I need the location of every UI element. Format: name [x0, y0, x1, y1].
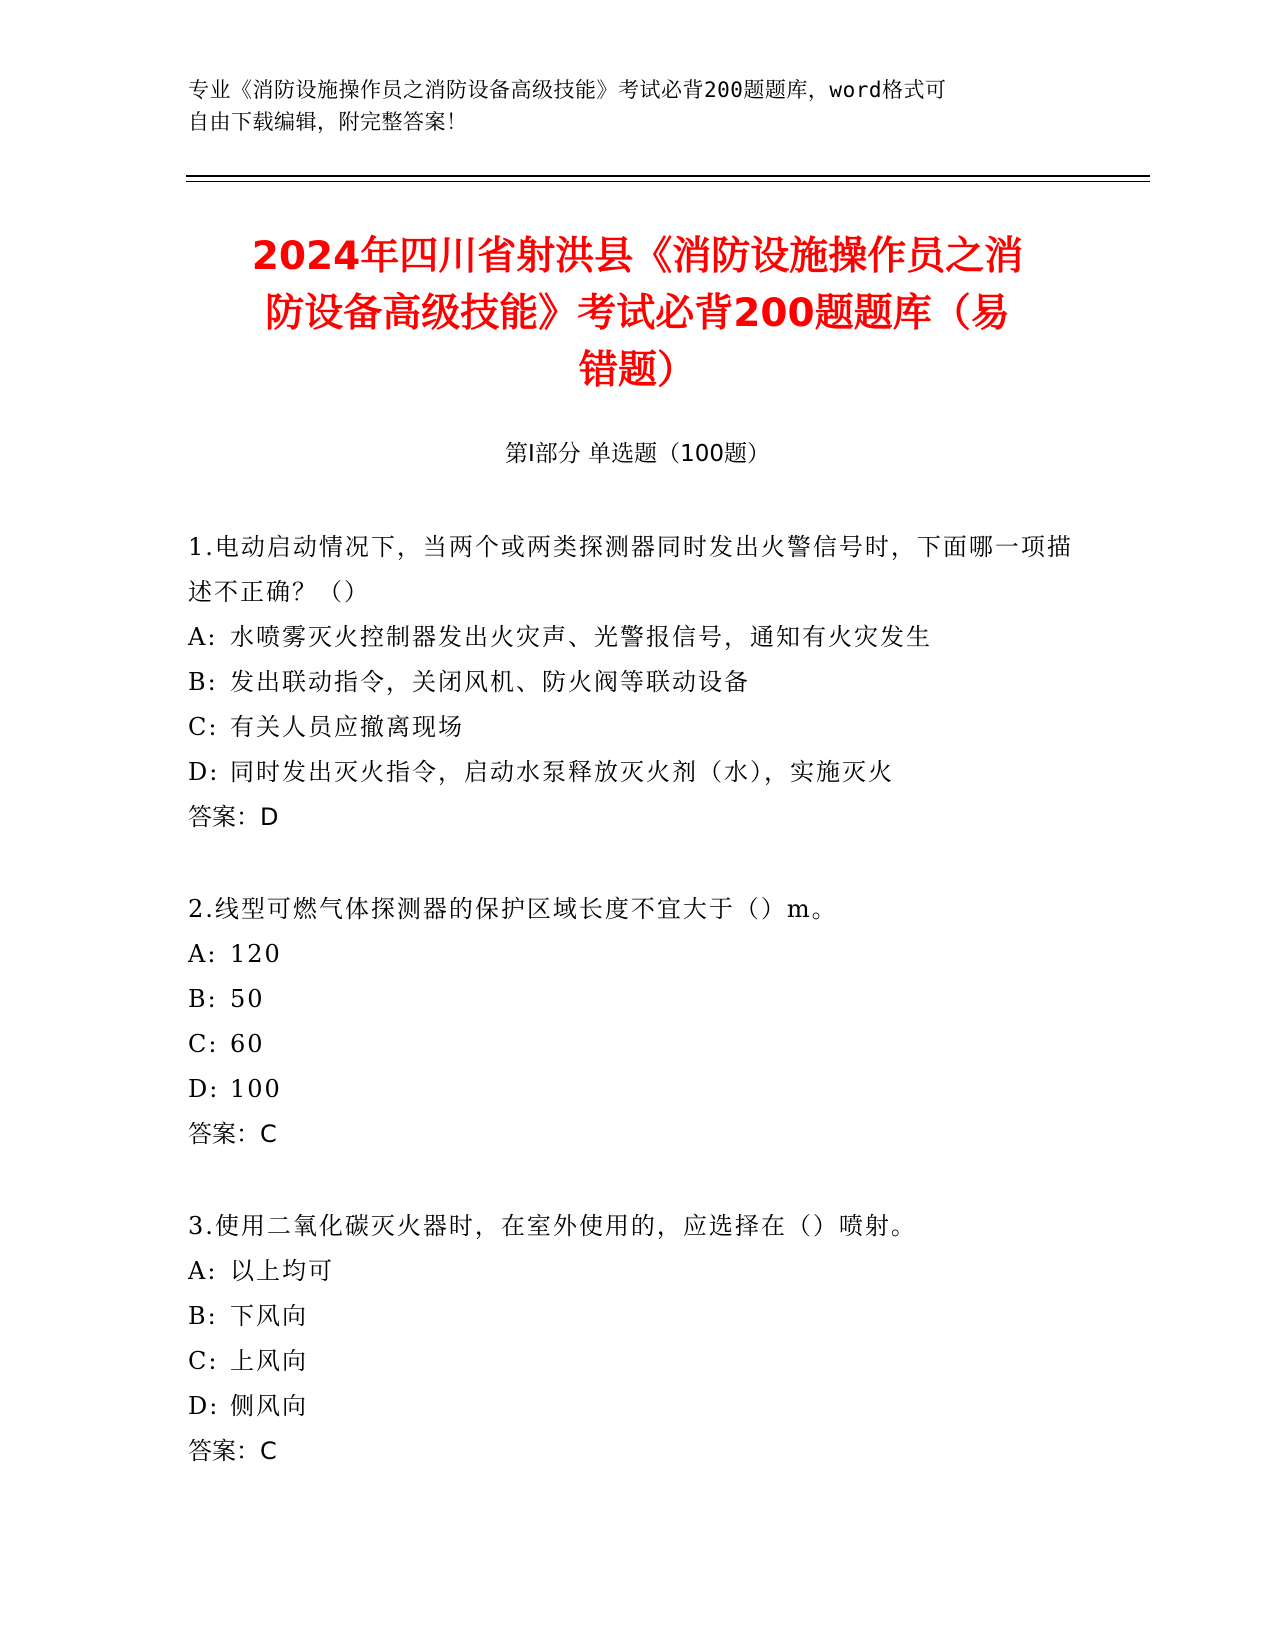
question-text: 2.线型可燃气体探测器的保护区域长度不宜大于（）m。 — [188, 895, 838, 923]
option-text: 同时发出灭火指令，启动水泵释放灭火剂（水），实施灭火 — [230, 758, 894, 786]
option-key: C: — [188, 713, 219, 741]
answer: 答案：C — [188, 1437, 277, 1465]
option-text: 下风向 — [230, 1302, 308, 1330]
option-text: 水喷雾灭火控制器发出火灾声、光警报信号，通知有火灾发生 — [230, 623, 932, 651]
option-key: D: — [188, 758, 220, 786]
option-key: A: — [188, 1257, 218, 1285]
option-text: 有关人员应撤离现场 — [230, 713, 464, 741]
title-line-1: 2024年四川省射洪县《消防设施操作员之消 — [251, 234, 1024, 279]
option-key: A: — [188, 940, 218, 968]
option-key: B: — [188, 1302, 218, 1330]
question-2 — [188, 887, 1088, 1157]
option-text: 侧风向 — [230, 1392, 308, 1420]
option-text: 上风向 — [230, 1347, 308, 1375]
option-text: 60 — [230, 1030, 265, 1058]
option-c — [188, 705, 1088, 750]
header-note-line-1: 专业《消防设施操作员之消防设备高级技能》考试必背200题题库，word格式可 — [188, 78, 947, 102]
option-key: B: — [188, 668, 218, 696]
title-line-3: 错题） — [578, 348, 696, 393]
option-b — [188, 1294, 1088, 1339]
question-text: 1.电动启动情况下，当两个或两类探测器同时发出火警信号时，下面哪一项描述不正确？（） — [188, 533, 1073, 606]
option-text: 50 — [230, 985, 265, 1013]
option-a — [188, 1249, 1088, 1294]
option-b — [188, 660, 1088, 705]
option-key: D: — [188, 1075, 220, 1103]
option-text: 120 — [230, 940, 282, 968]
option-b — [188, 977, 1088, 1022]
question-3 — [188, 1204, 1088, 1474]
option-text: 发出联动指令，关闭风机、防火阀等联动设备 — [230, 668, 750, 696]
answer: 答案：C — [188, 1120, 277, 1148]
header-divider-thick — [186, 175, 1150, 177]
document-title — [150, 228, 1125, 399]
option-d — [188, 750, 1088, 795]
question-1 — [188, 525, 1088, 840]
option-key: A: — [188, 623, 218, 651]
option-key: C: — [188, 1347, 219, 1375]
option-text: 以上均可 — [230, 1257, 334, 1285]
option-a — [188, 932, 1088, 977]
question-list — [188, 525, 1088, 1521]
option-c — [188, 1339, 1088, 1384]
option-key: C: — [188, 1030, 219, 1058]
option-key: B: — [188, 985, 218, 1013]
header-note-line-2: 自由下载编辑，附完整答案！ — [188, 110, 468, 134]
option-d — [188, 1384, 1088, 1429]
section-heading: 第I部分 单选题（100题） — [505, 441, 770, 467]
option-d — [188, 1067, 1088, 1112]
option-a — [188, 615, 1088, 660]
answer: 答案：D — [188, 803, 279, 831]
option-key: D: — [188, 1392, 220, 1420]
header-divider-thin — [186, 181, 1150, 182]
option-c — [188, 1022, 1088, 1067]
question-text: 3.使用二氧化碳灭火器时，在室外使用的，应选择在（）喷射。 — [188, 1212, 917, 1240]
header-note — [188, 74, 1088, 138]
title-line-2: 防设备高级技能》考试必背200题题库（易 — [265, 291, 1010, 336]
option-text: 100 — [230, 1075, 282, 1103]
